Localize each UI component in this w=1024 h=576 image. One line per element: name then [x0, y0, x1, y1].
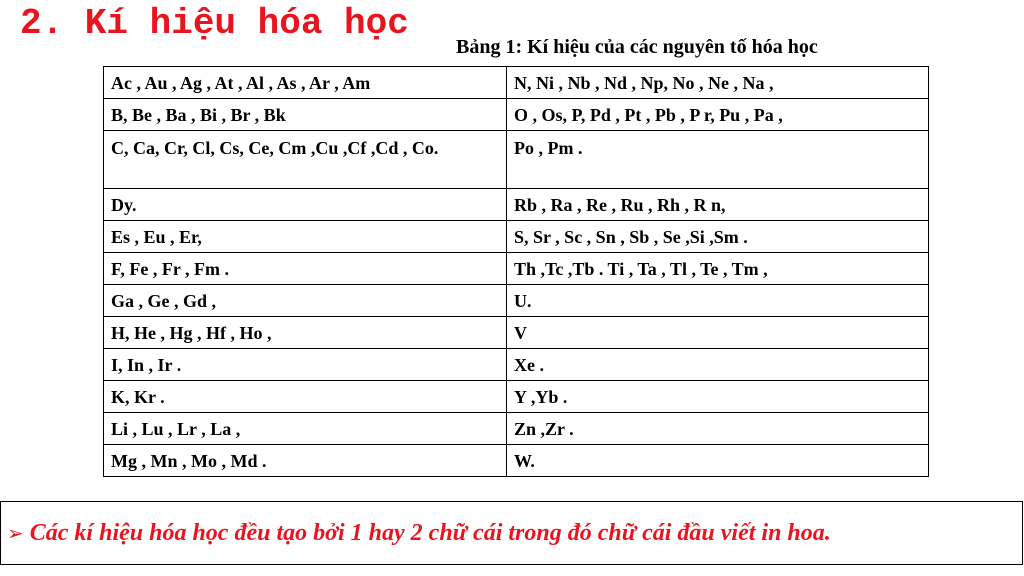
table-cell-left: B, Be , Ba , Bi , Br , Bk [104, 99, 507, 131]
table-cell-left: Es , Eu , Er, [104, 221, 507, 253]
table-cell-left: Dy. [104, 189, 507, 221]
table-cell-left: K, Kr . [104, 381, 507, 413]
table-cell-left: Ga , Ge , Gd , [104, 285, 507, 317]
table-cell-right: W. [507, 445, 929, 477]
element-symbols-table [103, 66, 929, 477]
table-row [104, 67, 929, 99]
table-cell-left: I, In , Ir . [104, 349, 507, 381]
table-row [104, 253, 929, 285]
summary-note-text: Các kí hiệu hóa học đều tạo bởi 1 hay 2 chữ cái trong đó chữ cái đầu viết in hoa. [29, 519, 831, 546]
table-row [104, 189, 929, 221]
table-row [104, 381, 929, 413]
table-cell-right: U. [507, 285, 929, 317]
summary-note-box [0, 501, 1023, 565]
table-cell-right: Rb , Ra , Re , Ru , Rh , R n, [507, 189, 929, 221]
table-cell-right: O , Os, P, Pd , Pt , Pb , P r, Pu , Pa , [507, 99, 929, 131]
table-cell-right: Y ,Yb . [507, 381, 929, 413]
slide-heading: 2. Kí hiệu hóa học [20, 3, 409, 44]
table-cell-left: C, Ca, Cr, Cl, Cs, Ce, Cm ,Cu ,Cf ,Cd , Co. [104, 131, 507, 189]
table-cell-left: Li , Lu , Lr , La , [104, 413, 507, 445]
table-cell-right: Po , Pm . [507, 131, 929, 189]
table-cell-left: F, Fe , Fr , Fm . [104, 253, 507, 285]
table-cell-left: Mg , Mn , Mo , Md . [104, 445, 507, 477]
table-cell-right: V [507, 317, 929, 349]
table-row [104, 349, 929, 381]
table-cell-left: H, He , Hg , Hf , Ho , [104, 317, 507, 349]
table-caption: Bảng 1: Kí hiệu của các nguyên tố hóa học [456, 36, 818, 58]
table-row [104, 285, 929, 317]
table-row [104, 317, 929, 349]
table-row [104, 445, 929, 477]
table-cell-right: N, Ni , Nb , Nd , Np, No , Ne , Na , [507, 67, 929, 99]
table-row [104, 131, 929, 189]
table-row [104, 221, 929, 253]
table-row [104, 99, 929, 131]
table-row [104, 413, 929, 445]
table-cell-left: Ac , Au , Ag , At , Al , As , Ar , Am [104, 67, 507, 99]
table-cell-right: Xe . [507, 349, 929, 381]
arrow-bullet-icon: ➢ [7, 521, 24, 545]
table-cell-right: Th ,Tc ,Tb . Ti , Ta , Tl , Te , Tm , [507, 253, 929, 285]
table-cell-right: S, Sr , Sc , Sn , Sb , Se ,Si ,Sm . [507, 221, 929, 253]
table-cell-right: Zn ,Zr . [507, 413, 929, 445]
